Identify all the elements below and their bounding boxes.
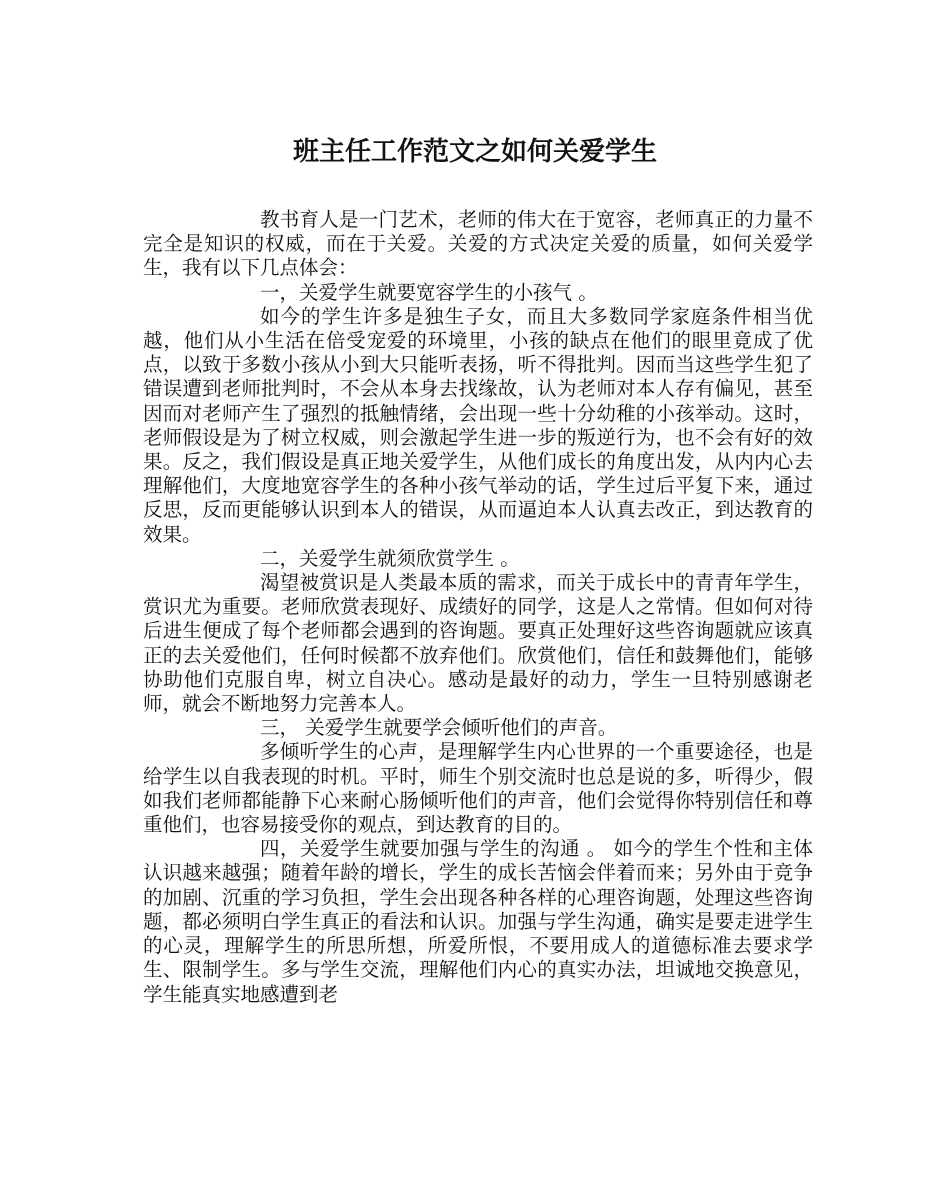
heading-point-one: 一，关爱学生就要宽容学生的小孩气 。 (260, 280, 598, 304)
document-body (143, 208, 813, 1007)
heading-point-two: 二，关爱学生就须欣赏学生 。 (260, 546, 520, 570)
paragraph-point-one: 如今的学生许多是独生子女，而且大多数同学家庭条件相当优越，他们从小生活在倍受宠爱的环境里，小孩的缺点在他们的眼里竟成了优点，以致于多数小孩从小到大只能听表扬，听不得批判。因而当这些学生犯了错误遭到老师批判时，不会从本身去找缘故，认为老师对本人存有偏见，甚至因而对老师产生了强烈的抵触情绪，会出现一些十分幼稚的小孩举动。这时，老师假设是为了树立权威，则会激起学生进一步的叛逆行为，也不会有好的效果。反之，我们假设是真正地关爱学生，从他们成长的角度出发，从内内心去理解他们，大度地宽容学生的各种小孩气举动的话，学生过后平复下来，通过反思，反而更能够认识到本人的错误，从而逼迫本人认真去改正，到达教育的效果。 (143, 304, 813, 546)
paragraph-point-four: 四，关爱学生就要加强与学生的沟通 。 如今的学生个性和主体认识越来越强；随着年龄的增长，学生的成长苦恼会伴着而来；另外由于竞争的加剧、沉重的学习负担，学生会出现各种各样的心理咨询题，处理这些咨询题，都必须明白学生真正的看法和认识。加强与学生沟通，确实是要走进学生的心灵，理解学生的所思所想，所爱所恨，不要用成人的道德标准去要求学生、限制学生。多与学生交流，理解他们内心的真实办法，坦诚地交换意见，学生能真实地感遭到老 (143, 837, 813, 1006)
paragraph-intro: 教书育人是一门艺术，老师的伟大在于宽容，老师真正的力量不完全是知识的权威，而在于关爱。关爱的方式决定关爱的质量，如何关爱学生，我有以下几点体会： (143, 208, 813, 280)
heading-point-three: 三， 关爱学生就要学会倾听他们的声音。 (260, 716, 618, 740)
paragraph-point-three: 多倾听学生的心声，是理解学生内心世界的一个重要途径，也是给学生以自我表现的时机。平时，师生个别交流时也总是说的多，听得少，假如我们老师都能静下心来耐心肠倾听他们的声音，他们会觉得你特别信任和尊重他们，也容易接受你的观点，到达教育的目的。 (143, 740, 813, 837)
document-title: 班主任工作范文之如何关爱学生 (292, 137, 657, 167)
paragraph-point-two: 渴望被赏识是人类最本质的需求，而关于成长中的青青年学生，赏识尤为重要。老师欣赏表现好、成绩好的同学，这是人之常情。但如何对待后进生便成了每个老师都会遇到的咨询题。要真正处理好这些咨询题就应该真正的去关爱他们，任何时候都不放弃他们。欣赏他们，信任和鼓舞他们，能够协助他们克服自卑，树立自决心。感动是最好的动力，学生一旦特别感谢老师，就会不断地努力完善本人。 (143, 571, 813, 716)
